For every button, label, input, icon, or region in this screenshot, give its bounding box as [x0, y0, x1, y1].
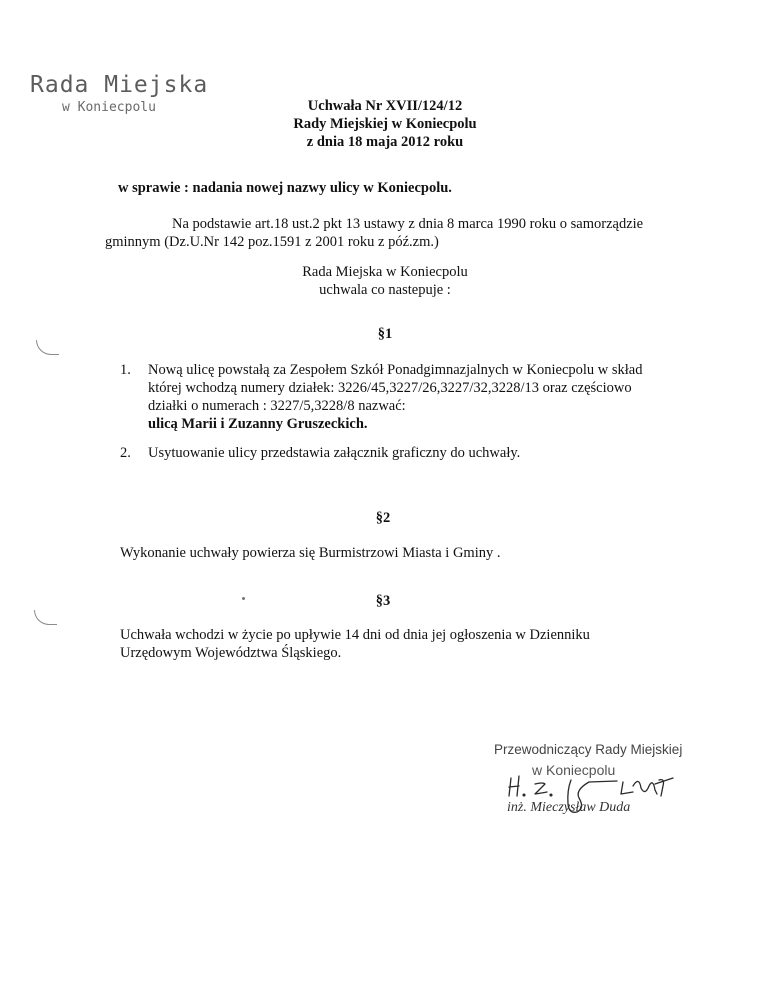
- item-1-line-2: której wchodzą numery działek: 3226/45,3227/26,3227/32,3228/13 oraz częściowo: [148, 380, 632, 396]
- stamp-title: Rada Miejska: [30, 72, 209, 98]
- item-2-text: Usytuowanie ulicy przedstawia załącznik graficzny do uchwały.: [148, 445, 521, 461]
- punch-mark: [36, 340, 59, 355]
- resolution-number: Uchwała Nr XVII/124/12: [307, 98, 463, 114]
- section-1-title: §1: [377, 326, 393, 342]
- section-3-text: [120, 626, 690, 662]
- handwritten-signature: [505, 760, 705, 820]
- street-name: ulicą Marii i Zuzanny Gruszeckich.: [148, 416, 368, 432]
- stamp-subtitle: w Koniecpolu: [62, 100, 156, 115]
- section-1-item-1: [120, 361, 710, 433]
- resolution-subject: w sprawie : nadania nowej nazwy ulicy w Koniecpolu.: [118, 180, 452, 196]
- signature-stamp-name: inż. Mieczysław Duda: [507, 800, 631, 815]
- section-3-line-2: Urzędowym Województwa Śląskiego.: [120, 645, 342, 661]
- council-line-1: Rada Miejska w Koniecpolu: [302, 264, 468, 280]
- legal-basis-line-2: gminnym (Dz.U.Nr 142 poz.1591 z 2001 roku z póź.zm.): [105, 234, 439, 250]
- council-statement: [250, 263, 520, 299]
- item-number: 2.: [120, 445, 131, 461]
- section-1-item-2: [120, 444, 710, 462]
- item-1-line-3: działki o numerach : 3227/5,3228/8 nazwać:: [148, 398, 406, 414]
- legal-basis-line-1: Na podstawie art.18 ust.2 pkt 13 ustawy z dnia 8 marca 1990 roku o samorządzie: [172, 216, 644, 232]
- section-3-title: §3: [375, 593, 391, 609]
- resolution-council: Rady Miejskiej w Koniecpolu: [293, 116, 477, 132]
- scan-dot: [242, 597, 245, 600]
- resolution-header: [250, 97, 520, 151]
- punch-mark: [34, 610, 57, 625]
- council-line-2: uchwala co nastepuje :: [319, 282, 451, 298]
- item-number: 1.: [120, 362, 131, 378]
- legal-basis: [105, 215, 665, 251]
- item-1-line-1: Nową ulicę powstałą za Zespołem Szkół Ponadgimnazjalnych w Koniecpolu w skład: [148, 362, 643, 378]
- signature-stamp-title: Przewodniczący Rady Miejskiej: [494, 742, 683, 757]
- section-2-text: Wykonanie uchwały powierza się Burmistrzowi Miasta i Gminy .: [120, 545, 501, 561]
- resolution-date: z dnia 18 maja 2012 roku: [306, 134, 464, 150]
- section-3-line-1: Uchwała wchodzi w życie po upływie 14 dni od dnia jej ogłoszenia w Dzienniku: [120, 627, 590, 643]
- signature-stamp-place: w Koniecpolu: [532, 762, 616, 778]
- section-2-title: §2: [375, 510, 391, 526]
